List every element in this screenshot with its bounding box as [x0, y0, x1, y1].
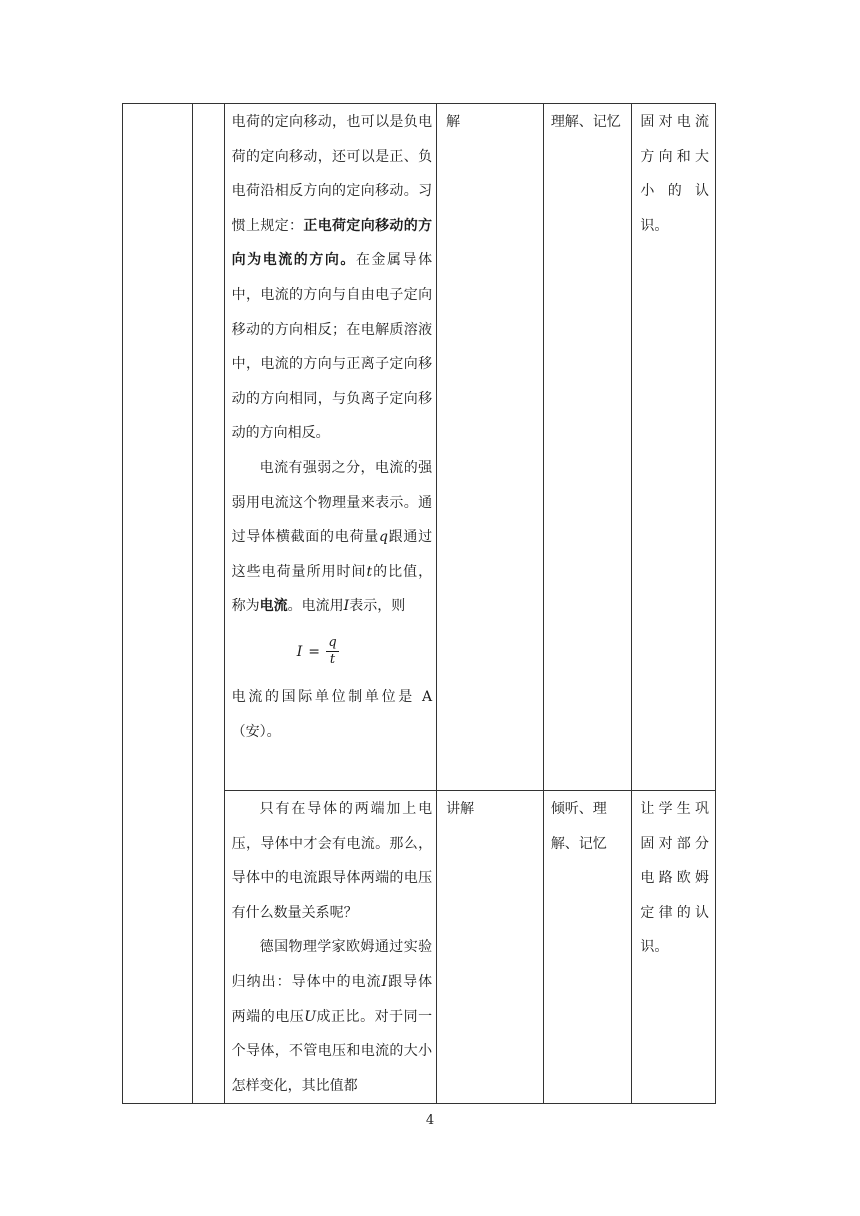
text-run: 表示，则: [349, 598, 406, 615]
variable-t: t: [366, 563, 373, 580]
purpose-text: 固对电流方向和大小的认识。: [640, 114, 709, 234]
fraction-numerator: q: [328, 635, 337, 651]
variable-I: I: [343, 598, 350, 615]
formula-equals: =: [308, 643, 321, 660]
fraction-denominator: t: [329, 652, 336, 668]
formula-lhs: I: [296, 643, 303, 660]
activity-text: 理解、记忆: [550, 114, 621, 130]
text-run: 跟通过这些电荷量所用时间: [231, 529, 433, 580]
text-run: 电流有强弱之分，电流的强弱用电流这个物理量来表示。通过导体横截面的电荷量: [231, 459, 433, 546]
text-run: 在金属导体中，电流的方向与自由电子定向移动的方向相反；在电解质溶液中，电流的方向与正离子定向移动的方向相同，与负离子定向移动的方向相反。: [231, 252, 433, 442]
content-paragraph: [232, 930, 432, 1103]
page-number: 4: [425, 1113, 435, 1128]
text-run: 德国物理学家欧姆通过实验归纳出：导体中的电流: [231, 939, 433, 990]
activity-text: 倾听、理解、记忆: [550, 801, 607, 852]
teaching-method-cell: [437, 791, 544, 1104]
bold-term: 电流: [259, 598, 288, 615]
text-run: 成正比。对于同一个导体，不管电压和电流的大小怎样变化，其比值都: [231, 1008, 433, 1094]
time-cell: [193, 104, 224, 1104]
current-formula: [232, 624, 432, 680]
content-paragraph: [232, 451, 432, 624]
method-text: 讲解: [446, 801, 475, 817]
text-run: 跟导体两端的电压: [231, 973, 433, 1025]
purpose-text: 让学生巩固对部分电路欧姆定律的认识。: [640, 801, 709, 956]
lesson-plan-table: [122, 103, 716, 1104]
formula-fraction: [326, 635, 339, 668]
text-run: 。电流用: [287, 598, 344, 615]
text-run: 电荷的定向移动，也可以是负电荷的定向移动，还可以是正、负电荷沿相反方向的定向移动。习惯上规定：: [231, 114, 433, 234]
content-paragraph: 只有在导体的两端加上电压，导体中才会有电流。那么，导体中的电流跟导体两端的电压有什么数量关系呢？: [231, 801, 433, 921]
variable-U: U: [304, 1008, 317, 1025]
teaching-content-cell: [224, 104, 436, 791]
stage-cell: [123, 104, 193, 1104]
content-paragraph: 电流的国际单位制单位是 A（安）。: [231, 688, 433, 740]
text-run: 的比值，称为: [231, 563, 433, 615]
method-text: 解: [446, 114, 461, 130]
variable-q: q: [378, 529, 388, 546]
content-paragraph: [232, 105, 432, 451]
student-activity-cell: [543, 104, 632, 791]
design-purpose-cell: [632, 791, 716, 1104]
student-activity-cell: [543, 791, 632, 1104]
teaching-content-cell: [224, 791, 436, 1104]
bold-definition: 正电荷定向移动的方向为电流的方向。: [231, 217, 433, 269]
teaching-method-cell: [437, 104, 544, 791]
variable-I: I: [381, 973, 388, 990]
table-row: [123, 104, 716, 791]
design-purpose-cell: [632, 104, 716, 791]
